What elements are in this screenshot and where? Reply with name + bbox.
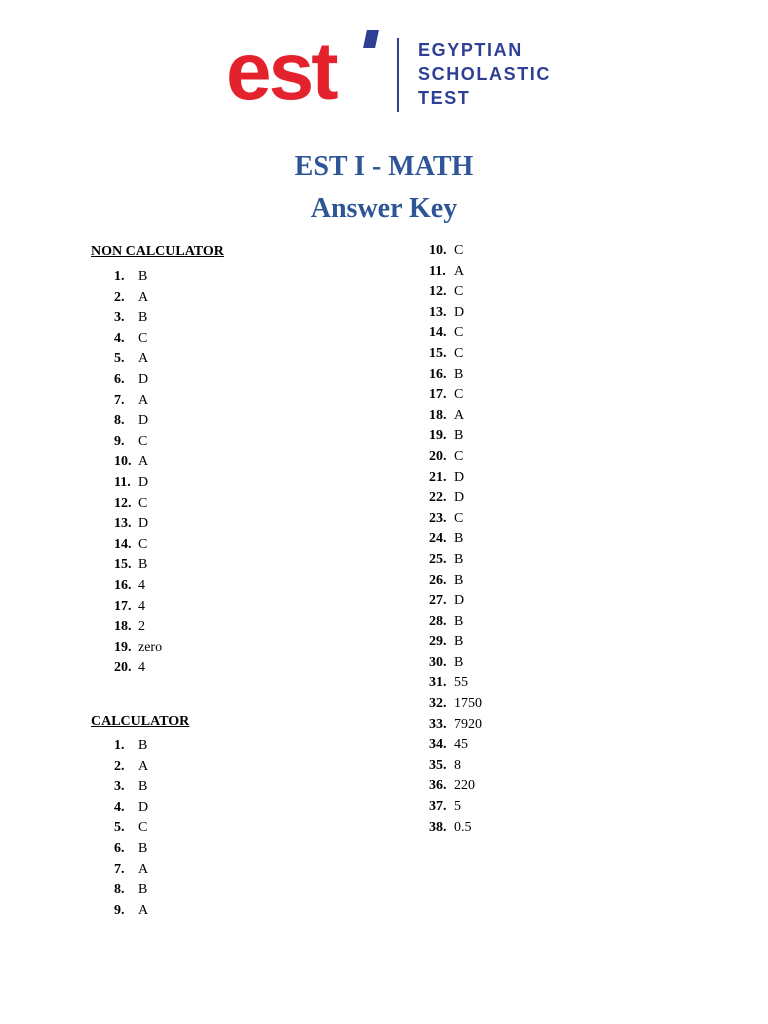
- logo-wordmark: [418, 38, 551, 110]
- question-number: 19.: [114, 639, 132, 655]
- question-number: 20.: [114, 660, 132, 676]
- answer-value: 8: [454, 757, 461, 773]
- answer-value: D: [138, 516, 149, 532]
- answer-value: B: [454, 366, 464, 382]
- question-number: 30.: [429, 654, 447, 670]
- answer-value: C: [138, 433, 148, 449]
- answer-value: B: [454, 572, 464, 588]
- answer-value: D: [454, 490, 465, 506]
- question-number: 26.: [429, 572, 447, 588]
- answer-item: [100, 432, 162, 453]
- answer-value: A: [138, 902, 149, 918]
- answer-value: D: [138, 413, 149, 429]
- logo-line-2: SCHOLASTIC: [418, 64, 551, 84]
- non-calculator-answer-list: [100, 267, 162, 679]
- answer-value: A: [454, 407, 465, 423]
- answer-value: C: [138, 536, 148, 552]
- question-number: 18.: [429, 407, 447, 423]
- answer-value: 0.5: [454, 819, 472, 835]
- answer-item: [100, 494, 162, 515]
- answer-item: [429, 756, 482, 777]
- question-number: 4.: [114, 799, 125, 815]
- answer-value: B: [454, 634, 464, 650]
- question-number: 25.: [429, 551, 447, 567]
- question-number: 23.: [429, 510, 447, 526]
- answer-value: C: [454, 345, 464, 361]
- answer-item: [429, 673, 482, 694]
- answer-value: 55: [454, 675, 468, 691]
- answer-value: C: [454, 387, 464, 403]
- answer-value: B: [454, 428, 464, 444]
- answer-item: [100, 757, 148, 778]
- question-number: 12.: [429, 284, 447, 300]
- answer-value: C: [454, 448, 464, 464]
- answer-value: B: [454, 613, 464, 629]
- answer-item: [429, 694, 482, 715]
- answer-value: B: [138, 882, 148, 898]
- answer-item: [100, 901, 148, 922]
- question-number: 11.: [114, 474, 131, 490]
- question-number: 16.: [429, 366, 447, 382]
- question-number: 15.: [429, 345, 447, 361]
- answer-item: [100, 391, 162, 412]
- question-number: 7.: [114, 861, 125, 877]
- question-number: 15.: [114, 557, 132, 573]
- logo-mark: est: [226, 26, 336, 117]
- answer-item: [429, 818, 482, 839]
- answer-value: C: [454, 284, 464, 300]
- answer-item: [429, 406, 482, 427]
- question-number: 38.: [429, 819, 447, 835]
- answer-item: [429, 612, 482, 633]
- answer-item: [429, 344, 482, 365]
- question-number: 9.: [114, 902, 125, 918]
- answer-value: C: [138, 330, 148, 346]
- answer-item: [100, 555, 162, 576]
- answer-value: D: [454, 469, 465, 485]
- answer-item: [429, 776, 482, 797]
- answer-item: [429, 550, 482, 571]
- answer-value: 4: [138, 577, 145, 593]
- question-number: 12.: [114, 495, 132, 511]
- answer-value: B: [138, 738, 148, 753]
- answer-value: 5: [454, 799, 461, 815]
- answer-item: [429, 447, 482, 468]
- logo-divider: [397, 38, 399, 112]
- answer-value: C: [138, 820, 148, 836]
- answer-item: [100, 370, 162, 391]
- logo-line-1: EGYPTIAN: [418, 40, 523, 60]
- answer-item: [100, 308, 162, 329]
- answer-item: [429, 365, 482, 386]
- answer-item: [429, 323, 482, 344]
- answer-value: A: [454, 263, 465, 279]
- answer-value: D: [454, 593, 465, 609]
- answer-item: [100, 267, 162, 288]
- question-number: 36.: [429, 778, 447, 794]
- answer-value: B: [454, 654, 464, 670]
- answer-value: B: [454, 531, 464, 547]
- question-number: 1.: [114, 269, 125, 284]
- question-number: 13.: [114, 516, 132, 532]
- answer-item: [429, 426, 482, 447]
- question-number: 14.: [429, 325, 447, 341]
- answer-item: [429, 735, 482, 756]
- answer-value: A: [138, 289, 149, 305]
- answer-item: [429, 488, 482, 509]
- answer-value: B: [138, 310, 148, 326]
- answer-item: [100, 576, 162, 597]
- question-number: 10.: [114, 454, 132, 470]
- answer-value: B: [138, 779, 148, 795]
- answer-value: A: [138, 758, 149, 774]
- question-number: 1.: [114, 738, 125, 753]
- question-number: 2.: [114, 758, 125, 774]
- question-number: 29.: [429, 634, 447, 650]
- question-number: 7.: [114, 392, 125, 408]
- answer-value: 4: [138, 660, 145, 676]
- answer-item: [100, 514, 162, 535]
- answer-item: [429, 241, 482, 262]
- question-number: 4.: [114, 330, 125, 346]
- answer-item: [429, 262, 482, 283]
- answer-item: [100, 860, 148, 881]
- answer-item: [100, 288, 162, 309]
- answer-value: C: [454, 325, 464, 341]
- answer-item: [100, 777, 148, 798]
- question-number: 8.: [114, 413, 125, 429]
- question-number: 5.: [114, 820, 125, 836]
- question-number: 9.: [114, 433, 125, 449]
- question-number: 17.: [429, 387, 447, 403]
- question-number: 31.: [429, 675, 447, 691]
- answer-item: [100, 452, 162, 473]
- answer-item: [429, 653, 482, 674]
- answer-item: [429, 571, 482, 592]
- answer-item: [100, 798, 148, 819]
- answer-value: C: [454, 510, 464, 526]
- question-number: 8.: [114, 882, 125, 898]
- question-number: 10.: [429, 243, 447, 258]
- question-number: 5.: [114, 351, 125, 367]
- answer-item: [429, 591, 482, 612]
- question-number: 17.: [114, 598, 132, 614]
- answer-value: A: [138, 454, 149, 470]
- answer-item: [429, 715, 482, 736]
- page-title: EST I - MATH: [294, 151, 474, 182]
- answer-item: [429, 509, 482, 530]
- answer-value: B: [138, 557, 148, 573]
- answer-value: zero: [138, 639, 163, 655]
- answer-value: D: [138, 799, 149, 815]
- question-number: 32.: [429, 696, 447, 712]
- answer-item: [100, 473, 162, 494]
- answer-item: [429, 385, 482, 406]
- answer-value: 4: [138, 598, 145, 614]
- page-subtitle: Answer Key: [310, 193, 458, 224]
- answer-value: D: [454, 304, 465, 320]
- answer-item: [429, 632, 482, 653]
- question-number: 11.: [429, 263, 446, 279]
- question-number: 3.: [114, 779, 125, 795]
- question-number: 24.: [429, 531, 447, 547]
- answer-item: [100, 535, 162, 556]
- answer-value: A: [138, 861, 149, 877]
- est-logo: [226, 26, 571, 117]
- answer-item: [100, 597, 162, 618]
- question-number: 3.: [114, 310, 125, 326]
- answer-value: 2: [138, 619, 145, 635]
- answer-item: [429, 303, 482, 324]
- question-number: 37.: [429, 799, 447, 815]
- calculator-answer-list-left: [100, 736, 148, 921]
- question-number: 21.: [429, 469, 447, 485]
- non-calculator-heading: NON CALCULATOR: [91, 244, 224, 259]
- answer-item: [100, 880, 148, 901]
- question-number: 16.: [114, 577, 132, 593]
- answer-value: A: [138, 392, 149, 408]
- answer-value: C: [454, 243, 464, 258]
- answer-item: [100, 617, 162, 638]
- answer-value: B: [138, 269, 148, 284]
- answer-value: D: [138, 371, 149, 387]
- question-number: 27.: [429, 593, 447, 609]
- answer-item: [429, 468, 482, 489]
- answer-value: 220: [454, 778, 475, 794]
- question-number: 6.: [114, 371, 125, 387]
- calculator-heading: CALCULATOR: [91, 714, 190, 729]
- answer-item: [429, 282, 482, 303]
- question-number: 34.: [429, 737, 447, 753]
- answer-value: A: [138, 351, 149, 367]
- question-number: 19.: [429, 428, 447, 444]
- answer-item: [100, 736, 148, 757]
- answer-value: D: [138, 474, 149, 490]
- question-number: 22.: [429, 490, 447, 506]
- answer-item: [100, 329, 162, 350]
- answer-value: 1750: [454, 696, 482, 712]
- answer-item: [100, 349, 162, 370]
- answer-value: 7920: [454, 716, 482, 732]
- question-number: 33.: [429, 716, 447, 732]
- answer-value: B: [454, 551, 464, 567]
- answer-value: B: [138, 840, 148, 856]
- answer-item: [100, 658, 162, 679]
- question-number: 18.: [114, 619, 132, 635]
- answer-item: [100, 638, 162, 659]
- logo-line-3: TEST: [418, 88, 471, 108]
- question-number: 2.: [114, 289, 125, 305]
- question-number: 28.: [429, 613, 447, 629]
- answer-item: [429, 529, 482, 550]
- answer-item: [100, 818, 148, 839]
- answer-item: [100, 411, 162, 432]
- question-number: 14.: [114, 536, 132, 552]
- answer-value: C: [138, 495, 148, 511]
- answer-item: [429, 797, 482, 818]
- question-number: 20.: [429, 448, 447, 464]
- question-number: 35.: [429, 757, 447, 773]
- calculator-answer-list-right: [429, 241, 482, 838]
- question-number: 6.: [114, 840, 125, 856]
- question-number: 13.: [429, 304, 447, 320]
- answer-value: 45: [454, 737, 468, 753]
- answer-item: [100, 839, 148, 860]
